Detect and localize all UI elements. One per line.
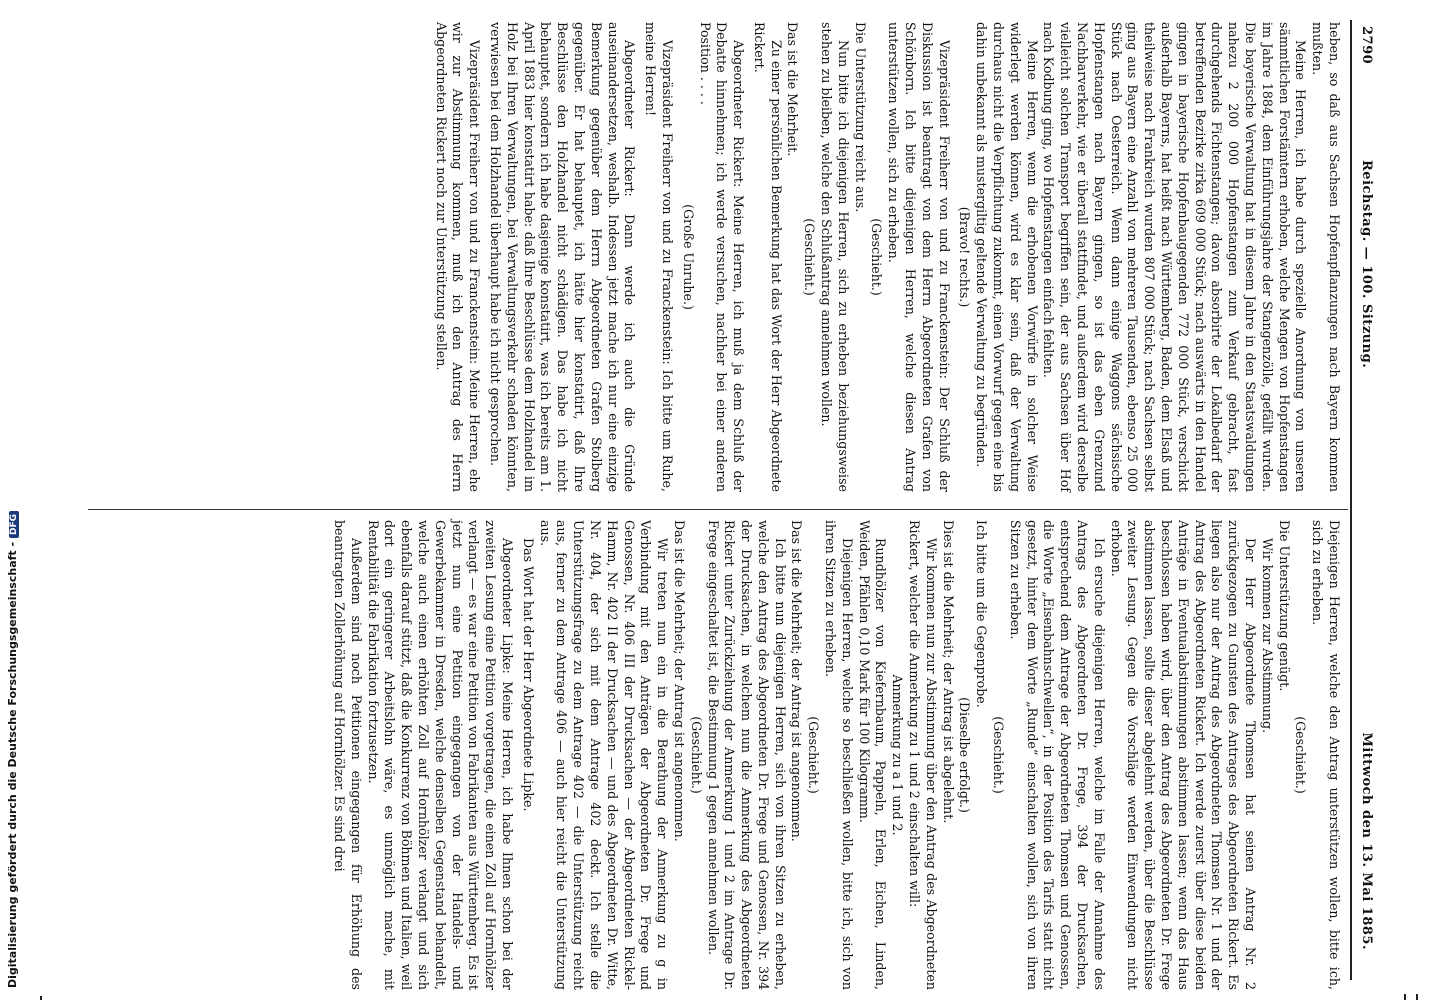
left-column-paragraph: Meine Herren, wenn die erhobenen Vorwürfe in solcher Weise widerlegt werden können, wird es klar sein, daß der Verwaltung durchaus nicht die Verpflichtung zukommt, einen Vorwurf gegen eine bis dahin unbekannt als mustergiltig geltende Verwaltung zu begründen. (974, 22, 1040, 492)
right-column-paragraph: (Geschieht.) (1293, 716, 1309, 794)
page-number: 2790 (1359, 26, 1374, 65)
scan-mark (1404, 994, 1406, 1000)
page-header (1354, 20, 1376, 980)
right-column-paragraph: (Dieselbe erfolgt.) (957, 697, 973, 813)
scan-mark (1416, 994, 1418, 1000)
left-column-paragraph: Nun bitte ich diejenigen Herren, sich zu erheben beziehungsweise stehen zu bleiben, welche den Schlußantrag annehmen wollen. (819, 22, 851, 492)
left-column (432, 22, 1342, 492)
right-column-paragraph: Wir kommen nun zur Abstimmung über den Antrag des Abgeordneten Rickert, welcher die Anmerkung zu 1 und 2 einschalten will: (907, 520, 939, 990)
left-column-paragraph: Vizepräsident Freiherr von und zu Franckenstein: Der Schluß der Diskussion ist beantragt von dem Herrn Abgeordneten Grafen von Schönborn. Ich bitte diejenigen Herren, welche diesen Antrag unterstützen wollen, sich zu erheben. (886, 22, 952, 492)
left-column-paragraph: (Große Unruhe.) (680, 204, 696, 310)
right-column-paragraph: Der Herr Abgeordnete Thomsen hat seinen Antrag Nr. 2 zurückgezogen zu Gunsten des Antrages des Abgeordneten Rickert. Es liegen also nur der Antrag des Abgeordneten Thomsen Nr. 1 und der Antrag des Abgeordneten Rickert. Ich werde zuerst über diese beiden Anträge in Eventualabstimmungen abstimmen lassen; wenn das Haus beschlossen haben wird, über den Antrag des Abgeordneten Dr. Frege abstimmen lassen, sollte dieser abgelehnt werden, über die Beschlüsse zweiter Lesung. Gegen die Vorschläge werden Einwendungen nicht erhoben. (1108, 520, 1259, 990)
right-column-paragraph: Ich bitte nun diejenigen Herren, sich von ihren Sitzen zu erheben, welche den Antrag des Abgeordneten Dr. Frege und Genossen, Nr. 394 der Drucksachen, in welchem nun die Anmerkung des Abgeordneten Rickert unter Zurückziehung der Anmerkung 1 und 2 im Antrage Dr. Frege eingeschaltet ist, die Bestimmung 1 gegen annehmen wollen. (705, 520, 788, 990)
left-column-paragraph: heben, so daß aus Sachsen Hopfenpflanzungen nach Bayern kommen mußten. (1310, 22, 1342, 492)
right-column-paragraph: Diejenigen Herren, welche so beschließen wollen, bitte ich, sich von ihren Sitzen zu erheben. (823, 520, 855, 990)
right-column-paragraph: Ich bitte um die Gegenprobe. (974, 520, 990, 708)
right-column-paragraph: Rundhölzer von Kiefernbaum, Pappeln, Erlen, Eichen, Linden, Weiden, Pfählen 0,10 Mark für 100 Kilogramm. (856, 520, 889, 990)
right-column-paragraph: (Geschieht.) (991, 716, 1007, 794)
left-column-paragraph: Die Unterstützung reicht aus. (852, 22, 868, 213)
right-column-paragraph: (Geschieht.) (806, 716, 822, 794)
left-column-paragraph: (Geschieht.) (869, 218, 885, 296)
document-page (86, 20, 1376, 990)
right-column-paragraph: Die Unterstützung genügt. (1276, 520, 1292, 692)
right-column (330, 520, 1342, 990)
left-column-paragraph: Vizepräsident Freiherr von und zu Franckenstein: Meine Herren, ehe wir zur Abstimmung kommen, muß ich den Antrag des Herrn Abgeordneten Rickert noch zur Unterstützung stellen. (433, 22, 483, 492)
left-column-paragraph: Vizepräsident Freiherr von und zu Franckenstein: Ich bitte um Ruhe, meine Herren! (643, 22, 675, 492)
right-column-paragraph: Abgeordneter Lipke: Meine Herren, ich habe Ihnen schon bei der zweiten Lesung eine Petition vorgetragen, die einen Zoll auf Hornhölzer verlangt — es war eine Petition von Fabrikanten aus Württemberg. Es ist jetzt nun eine Petition eingegangen von der Handels- und Gewerbekammer in Dresden, welche denselben Gegenstand behandelt, welche auch einen erhöhten Zoll auf Hornhölzer verlangt und sich ebenfalls darauf stützt, daß die Konkurrenz von Böhmen und Italien, weil dort ein geringerer Arbeitslohn wäre, es unmöglich mache, mit Rentabilität die Fabrikation fortzusetzen. (365, 520, 515, 990)
dfg-logo: DFG (9, 511, 19, 538)
left-column-paragraph: (Bravo! rechts.) (957, 206, 973, 308)
left-column-paragraph: Das ist die Mehrheit. (785, 22, 801, 157)
session-title: Reichstag. — 100. Sitzung. (1359, 160, 1374, 369)
right-column-paragraph: Ich ersuche diejenigen Herren, welche im Falle der Annahme des Antrags des Abgeordneten Dr. Frege, 394 der Drucksachen, entsprechend dem Antrage der Abgeordneten Thomsen und Genossen, die Worte „Eisenbahnschwellen“, in der Position des Tarifs statt nicht gesetzt, hinter dem Worte „Runde“ einschalten wollen, sich von ihren Sitzen zu erheben. (1007, 520, 1107, 990)
session-date: Mittwoch den 13. Mai 1885. (1359, 732, 1374, 950)
column-divider (88, 509, 1348, 510)
left-column-paragraph: Abgeordneter Rickert: Meine Herren, ich muß ja dem Schluß der Debatte hinnehmen; ich werde versuchen, nachher bei einer anderen Position . . . . (697, 22, 747, 492)
left-column-paragraph: Meine Herren, ich habe durch spezielle Anordnung von unseren sämmtlichen Forstämtern erhoben, welche Mengen von Hopfenstangen im Jahre 1884, dem Einführungsjahre der Stangenzölle, gefällt wurden. Die bayerische Verwaltung hat in diesem Jahre in den Staatswaldungen nahezu 2 200 000 Hopfenstangen zum Verkauf gebracht, fast durchgehends Fichtenstangen; davon absorbirte der Lokalbedarf der betreffenden Bezirke zirka 609 000 Stück; nach auswärts in den Handel gingen in bayerische Hopfenbaugegenden 772 000 Stück, verschickt außerhalb Bayerns, hat heißt nach Württemberg, Baden, dem Elsaß und theilweise nach Frankreich wurden 807 000 Stück; nach Sachsen selbst ging aus Bayern eine Anzahl von mehreren Tausenden, ebenso 25 000 Stück nach Oesterreich. Wenn dann einige Waggons sächsische Hopfenstangen nach Bayern gingen, so ist das eben Grenzund Nachbarverkehr, wie er überall stattfindet, und außerdem wird derselbe vielleicht solchen Transport begriffen sein, der aus Sachsen über Hof nach Kodbung ging, wo Hopfenstangen einfach fehlten. (1041, 22, 1309, 492)
digitization-credit (6, 511, 19, 988)
right-column-paragraph: Das ist die Mehrheit; der Antrag ist angenommen. (671, 520, 687, 842)
left-column-paragraph: (Geschieht.) (802, 218, 818, 296)
left-column-paragraph: Zu einer persönlichen Bemerkung hat das Wort der Herr Abgeordnete Rickert. (751, 22, 784, 492)
right-column-paragraph: Das ist die Mehrheit; der Antrag ist angenommen. (789, 520, 805, 842)
left-column-paragraph: Abgeordneter Rickert: Dann werde ich auch die Gründe auseinandersetzen, weshalb. Indessen jetzt mache ich nur eine einzige Bemerkung gegenüber dem Herrn Abgeordneten Grafen Stolberg gegenüber. Er hat behauptet, ich hätte hier konstatirt, daß Ihre Beschlüsse den Holzhandel nicht schädigen. Das habe ich nicht behauptet, sondern ich habe dasjenige konstatirt, was ich bereits am 1. April 1883 hier konstatirt habe: daß Ihre Beschlüsse dem Holzhandel im Holz bei Ihren Verwaltungen, bei Verwaltungsverkehr schaden könnten, verwiesen bei dem Holzhandel überhaupt habe ich nicht gesprochen. (487, 22, 638, 492)
right-column-paragraph: Wir treten nun ein in die Berathung der Anmerkung zu g in Verbindung mit den Anträgen der Abgeordneten Dr. Frege und Genossen, Nr. 406 III der Drucksachen — der Abgeordneten Rickel-Hamm, Nr. 402 II der Drucksachen — und des Abgeordneten Dr. Witte, Nr. 404, der sich mit dem Antrage 402 deckt. Ich stelle die Unterstützungsfrage zu dem Antrage 402 — die Unterstützung reicht aus, ferner zu dem Antrage 406 — auch hier reicht die Unterstützung aus. (537, 520, 671, 990)
scan-mark (40, 996, 42, 1000)
header-rule (1350, 20, 1352, 980)
right-column-paragraph: Dies ist die Mehrheit; der Antrag ist abgelehnt. (940, 520, 956, 824)
right-column-paragraph: Wir kommen zur Abstimmung. (1259, 538, 1275, 734)
right-column-paragraph: Außerdem sind noch Petitionen eingegangen für Erhöhung des beantragten Zollerhöhung auf Hornhölzer. Es sind drei (331, 520, 364, 990)
right-column-paragraph: Diejenigen Herren, welche den Antrag unterstützen wollen, bitte ich, sich zu erheben. (1310, 520, 1342, 990)
credit-text: Digitalisierung gefördert durch die Deutsche Forschungsgemeinschaft - (6, 541, 19, 988)
right-column-paragraph: Das Wort hat der Herr Abgeordnete Lipke. (520, 538, 536, 812)
right-column-paragraph: (Geschieht.) (688, 716, 704, 794)
right-column-paragraph: Anmerkung zu a 1 und 2. (890, 674, 906, 836)
